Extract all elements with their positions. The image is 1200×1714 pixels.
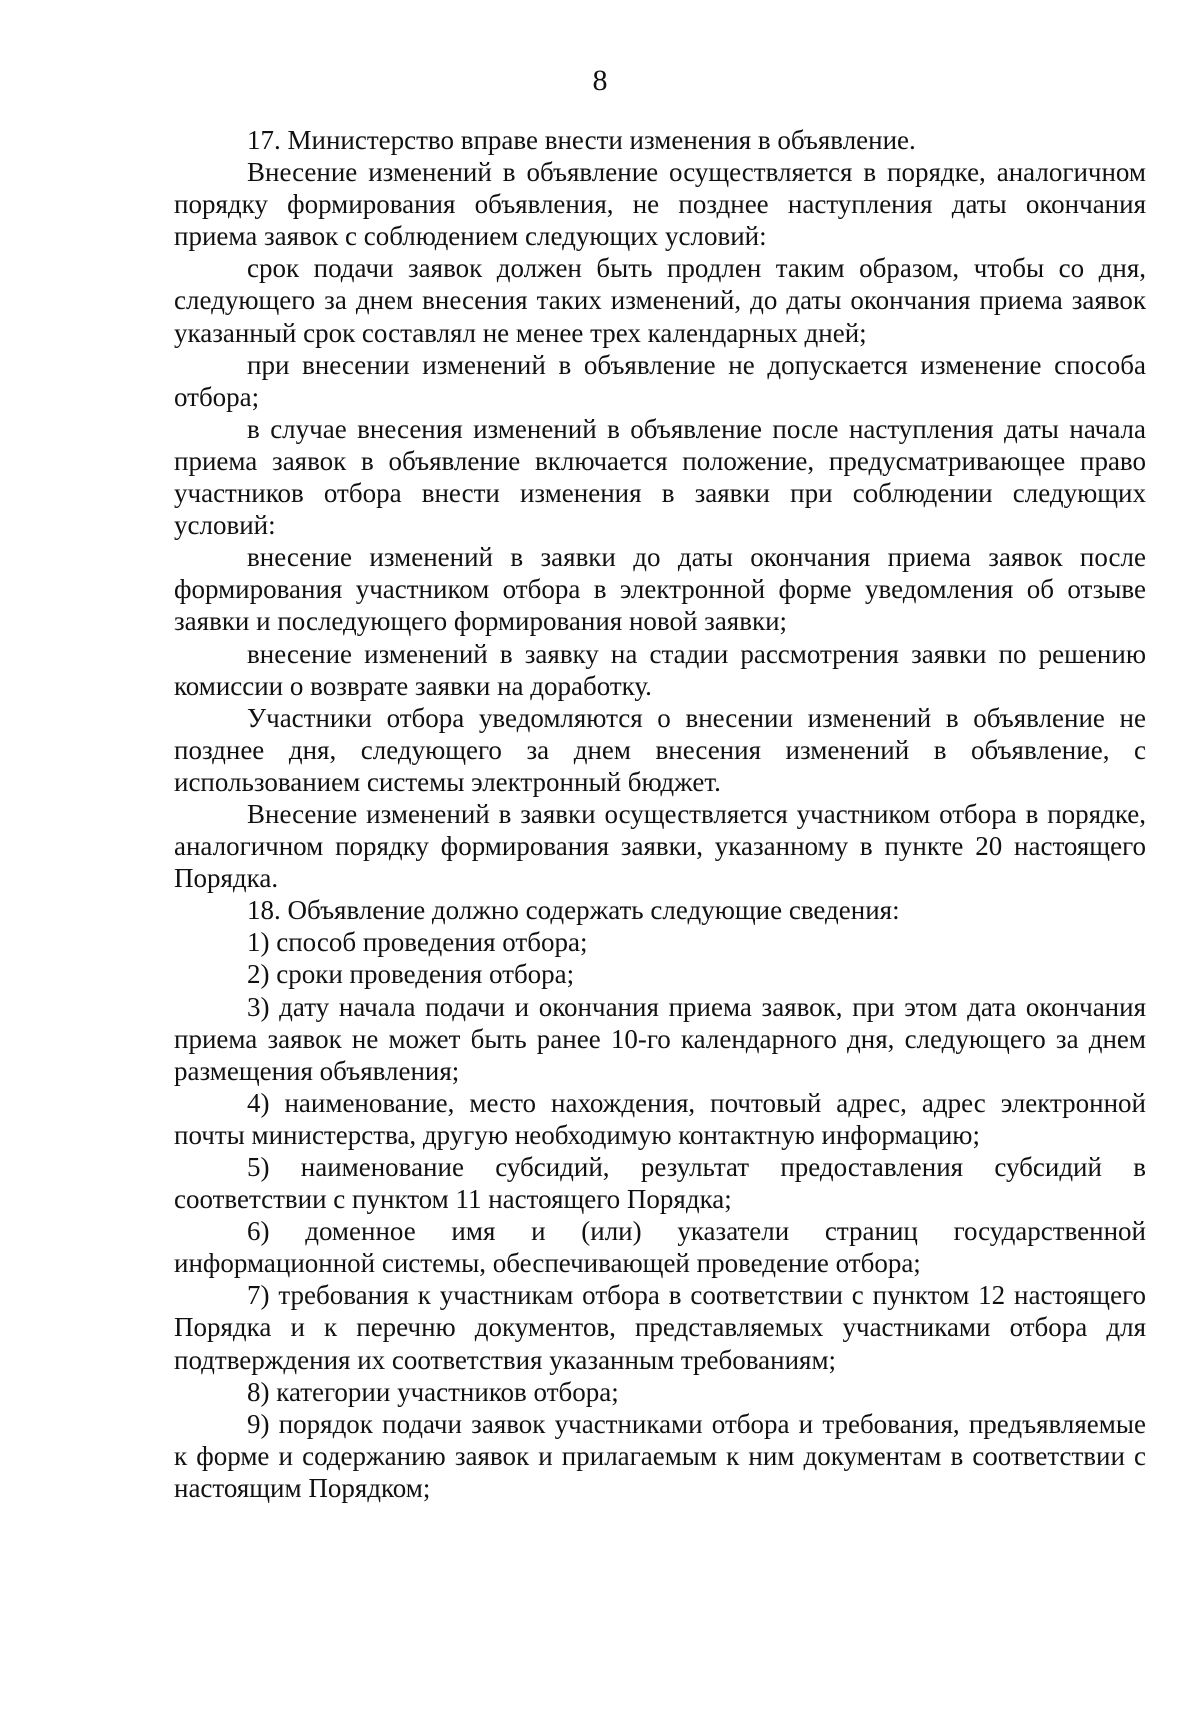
list-item: 3) дату начала подачи и окончания приема заявок, при этом дата окончания приема заявок не может быть ранее 10-го календарного дня, следующего за днем размещения объявления; bbox=[174, 991, 1146, 1086]
paragraph-17-title: 17. Министерство вправе внести изменения в объявление. bbox=[247, 125, 916, 155]
paragraph: Участники отбора уведомляются о внесении изменений в объявление не позднее дня, следующего за днем внесения изменений в объявление, с использованием системы электронный бюджет. bbox=[174, 702, 1146, 797]
document-body bbox=[174, 124, 1146, 1504]
paragraph: при внесении изменений в объявление не допускается изменение способа отбора; bbox=[174, 349, 1146, 412]
list-item: 7) требования к участникам отбора в соответствии с пунктом 12 настоящего Порядка и к перечню документов, представляемых участниками отбора для подтверждения их соответствия указанным требованиям; bbox=[174, 1280, 1146, 1375]
list-item: 1) способ проведения отбора; bbox=[247, 927, 588, 958]
list-item: 4) наименование, место нахождения, почтовый адрес, адрес электронной почты министерства, другую необходимую контактную информацию; bbox=[174, 1087, 1146, 1150]
list-item: 9) порядок подачи заявок участниками отбора и требования, предъявляемые к форме и содержанию заявок и прилагаемым к ним документам в соответствии с настоящим Порядком; bbox=[174, 1408, 1146, 1503]
paragraph: внесение изменений в заявки до даты окончания приема заявок после формирования участником отбора в электронной форме уведомления об отзыве заявки и последующего формирования новой заявки; bbox=[174, 542, 1146, 637]
paragraph: в случае внесения изменений в объявление после наступления даты начала приема заявок в объявление включается положение, предусматривающее право участников отбора внести изменения в заявки при соблюдении следующих условий: bbox=[174, 413, 1146, 541]
paragraph-18-title: 18. Объявление должно содержать следующие сведения: bbox=[247, 895, 900, 926]
list-item: 8) категории участников отбора; bbox=[247, 1376, 619, 1407]
paragraph: внесение изменений в заявку на стадии рассмотрения заявки по решению комиссии о возврате заявки на доработку. bbox=[174, 638, 1146, 701]
paragraph: срок подачи заявок должен быть продлен таким образом, чтобы со дня, следующего за днем внесения таких изменений, до даты окончания приема заявок указанный срок составлял не менее трех календарных дней; bbox=[174, 253, 1146, 348]
list-item: 6) доменное имя и (или) указатели страниц государственной информационной системы, обеспечивающей проведение отбора; bbox=[174, 1216, 1146, 1279]
paragraph: Внесение изменений в заявки осуществляется участником отбора в порядке, аналогичном порядку формирования заявки, указанному в пункте 20 настоящего Порядка. bbox=[174, 798, 1146, 894]
page-number: 8 bbox=[592, 64, 608, 97]
list-item: 2) сроки проведения отбора; bbox=[247, 959, 575, 990]
paragraph: Внесение изменений в объявление осуществляется в порядке, аналогичном порядку формирования объявления, не позднее наступления даты окончания приема заявок с соблюдением следующих условий: bbox=[174, 157, 1146, 252]
list-item: 5) наименование субсидий, результат предоставления субсидий в соответствии с пунктом 11 настоящего Порядка; bbox=[174, 1152, 1146, 1215]
